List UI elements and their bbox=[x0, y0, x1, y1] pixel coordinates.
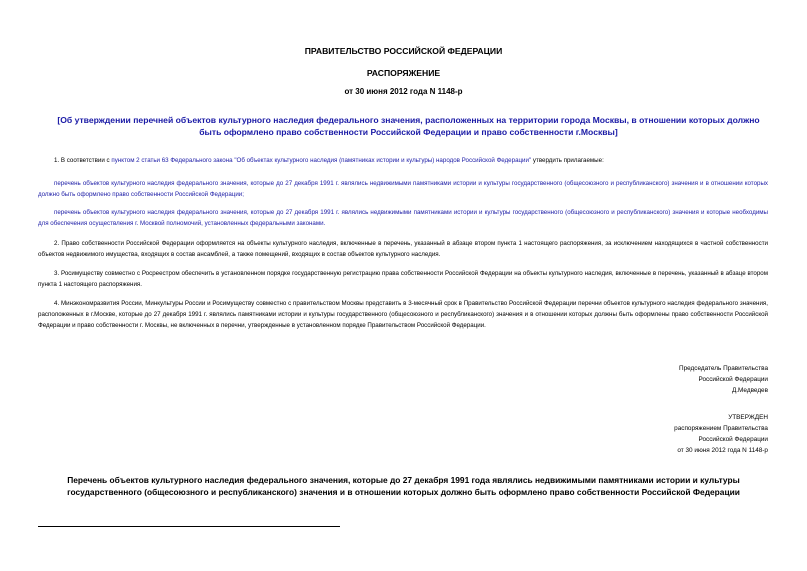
government-heading: ПРАВИТЕЛЬСТВО РОССИЙСКОЙ ФЕДЕРАЦИИ bbox=[304, 46, 503, 56]
document-title: [Об утверждении перечней объектов культурного наследия федерального значения, расположенных на территории города Москвы, в отношении которых должно быть оформлено право собственности Российской Федерации и право собственности г.Москвы] bbox=[57, 115, 760, 137]
paragraph-2: 2. Право собственности Российской Федерации оформляется на объекты культурного наследия, включенные в перечень, указанный в абзаце втором пункта 1 настоящего распоряжения, за исключением находящихся в частной собственности объектов недвижимого имущества, входящих в состав ансамблей, а также помещений, входящих в состав объектов культурного наследия. bbox=[38, 240, 768, 258]
document-date-number: от 30 июня 2012 года N 1148-р bbox=[344, 87, 463, 96]
approval-line-3: Российской Федерации bbox=[698, 436, 768, 443]
list-title: Перечень объектов культурного наследия федерального значения, которые до 27 декабря 1991 года являлись недвижимыми памятниками истории и культуры государственного (общесоюзного и республиканского) значения и в отношении которых должно быть оформлено право собственности Российской Федерации bbox=[67, 475, 740, 497]
paragraph-1-prefix: 1. В соответствии с bbox=[54, 157, 112, 164]
list-item-1-link[interactable]: перечень объектов культурного наследия федерального значения, которые до 27 декабря 1991 г. являлись недвижимыми памятниками истории и культуры государственного (общесоюзного и республиканского) значения и в отношении которых должно быть оформлено право собственности Российской Федерации; bbox=[38, 180, 768, 198]
approval-line-2: распоряжением Правительства bbox=[674, 425, 768, 432]
paragraph-1-suffix: утвердить прилагаемые: bbox=[531, 157, 604, 164]
paragraph-1 bbox=[38, 155, 768, 166]
signature-line-1: Председатель Правительства bbox=[679, 365, 768, 372]
signature-line-2: Российской Федерации bbox=[698, 376, 768, 383]
signature-line-3: Д.Медведев bbox=[731, 387, 768, 394]
paragraph-3: 3. Росимуществу совместно с Росреестром обеспечить в установленном порядке государственную регистрацию права собственности Российской Федерации на объекты культурного наследия, включенные в перечень, указанный в абзаце втором пункта 1 настоящего распоряжения. bbox=[38, 270, 768, 288]
document-type-heading: РАСПОРЯЖЕНИЕ bbox=[366, 68, 441, 78]
paragraph-4: 4. Минэкономразвития России, Минкультуры России и Росимуществу совместно с правительством Москвы представить в 3-месячный срок в Правительство Российской Федерации перечни объектов культурного наследия федерального значения, расположенных в г.Москве, которые до 27 декабря 1991 г. являлись памятниками истории и культуры государственного (общесоюзного и республиканского) значения и в отношении которых должны быть оформлены право собственности Российской Федерации и право собственности г. Москвы, не включенных в перечни, утвержденные в установленном порядке Правительством Российской Федерации. bbox=[38, 300, 768, 329]
law-reference-link[interactable]: пунктом 2 статьи 63 Федерального закона "Об объектах культурного наследия (памятниках истории и культуры) народов Российской Федерации" bbox=[111, 157, 532, 164]
approval-block bbox=[548, 412, 768, 456]
list-item-2-link[interactable]: перечень объектов культурного наследия федерального значения, которые до 27 декабря 1991 г. являлись недвижимыми памятниками истории и культуры государственного (общесоюзного и республиканского) значения и которые необходимы для обеспечения осуществления г. Москвой полномочий, установленных федеральными законами. bbox=[38, 209, 768, 227]
signature-block bbox=[548, 363, 768, 396]
approval-line-4: от 30 июня 2012 года N 1148-р bbox=[677, 447, 768, 454]
approval-line-1: УТВЕРЖДЕН bbox=[728, 414, 768, 421]
footnote-divider bbox=[38, 526, 340, 527]
